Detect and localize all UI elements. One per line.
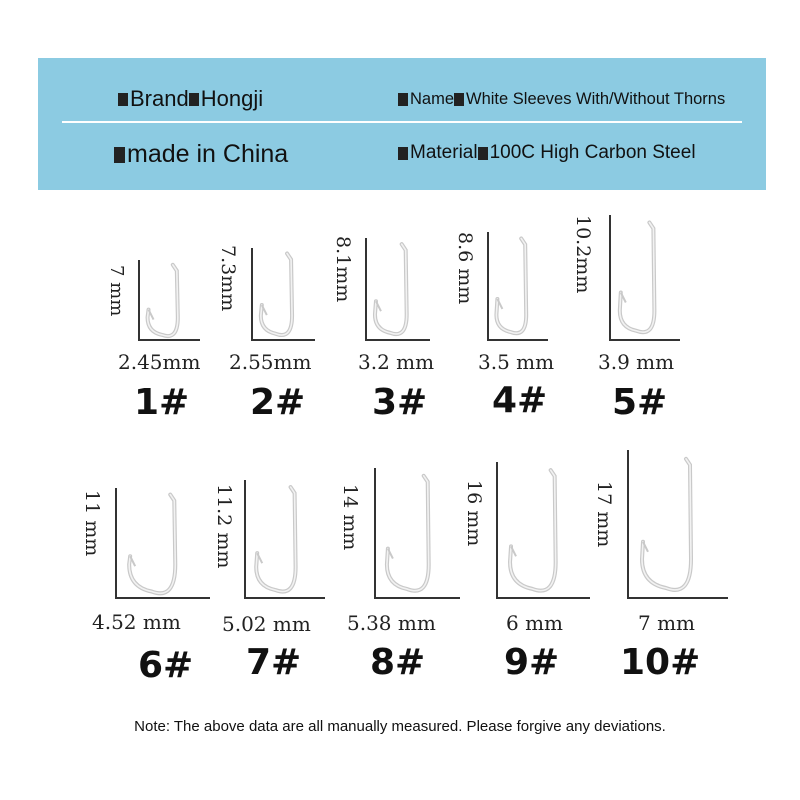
hook-size-label: 10# [620, 642, 701, 683]
hook-width-label: 5.38 mm [347, 611, 436, 635]
origin-text: made in China [127, 140, 289, 168]
hook-width-label: 3.9 mm [598, 350, 675, 374]
hook-size-label: 1# [134, 382, 190, 423]
hook-width-label: 5.02 mm [222, 612, 311, 636]
material-label: Material [410, 142, 478, 163]
hook-size-label: 9# [504, 642, 560, 683]
hook-height-label: 11 mm [81, 490, 103, 557]
hook-height-label: 8.6 mm [454, 232, 476, 305]
brand-value: Hongji [200, 86, 264, 111]
hook-size-label: 5# [612, 382, 668, 423]
hook-size-label: 4# [492, 380, 548, 421]
brand-label: Brand [130, 86, 189, 111]
hook-width-label: 6 mm [506, 611, 564, 635]
hook-width-label: 4.52 mm [92, 610, 181, 634]
hook-height-label: 16 mm [463, 480, 485, 547]
hook-width-label: 7 mm [638, 611, 696, 635]
hook-width-label: 3.2 mm [358, 350, 435, 374]
material-value: 100C High Carbon Steel [489, 142, 696, 163]
hook-height-label: 7 mm [106, 265, 127, 317]
hook-height-label: 17 mm [593, 481, 615, 548]
hook-height-label: 7.3mm [217, 245, 239, 312]
hook-size-label: 3# [372, 382, 428, 423]
hook-size-label: 6# [138, 645, 194, 686]
hook-size-label: 8# [370, 642, 426, 683]
name-label: Name [410, 90, 455, 108]
hook-width-label: 3.5 mm [478, 350, 555, 374]
hook-width-label: 2.55mm [229, 350, 312, 374]
fish-hook-icon [642, 459, 691, 590]
hook-height-label: 10.2mm [572, 215, 594, 294]
measurement-note: Note: The above data are all manually measured. Please forgive any deviations. [134, 718, 666, 735]
hook-size-label: 7# [246, 642, 302, 683]
hook-size-label: 2# [250, 382, 306, 423]
hook-width-label: 2.45mm [118, 350, 201, 374]
hook-height-label: 8.1mm [332, 236, 354, 303]
fish-hook-icon [642, 459, 691, 590]
name-value: White Sleeves With/Without Thorns [466, 90, 726, 108]
measure-bracket [628, 450, 728, 598]
hook-height-label: 14 mm [339, 484, 361, 551]
hook-height-label: 11.2 mm [213, 484, 235, 569]
